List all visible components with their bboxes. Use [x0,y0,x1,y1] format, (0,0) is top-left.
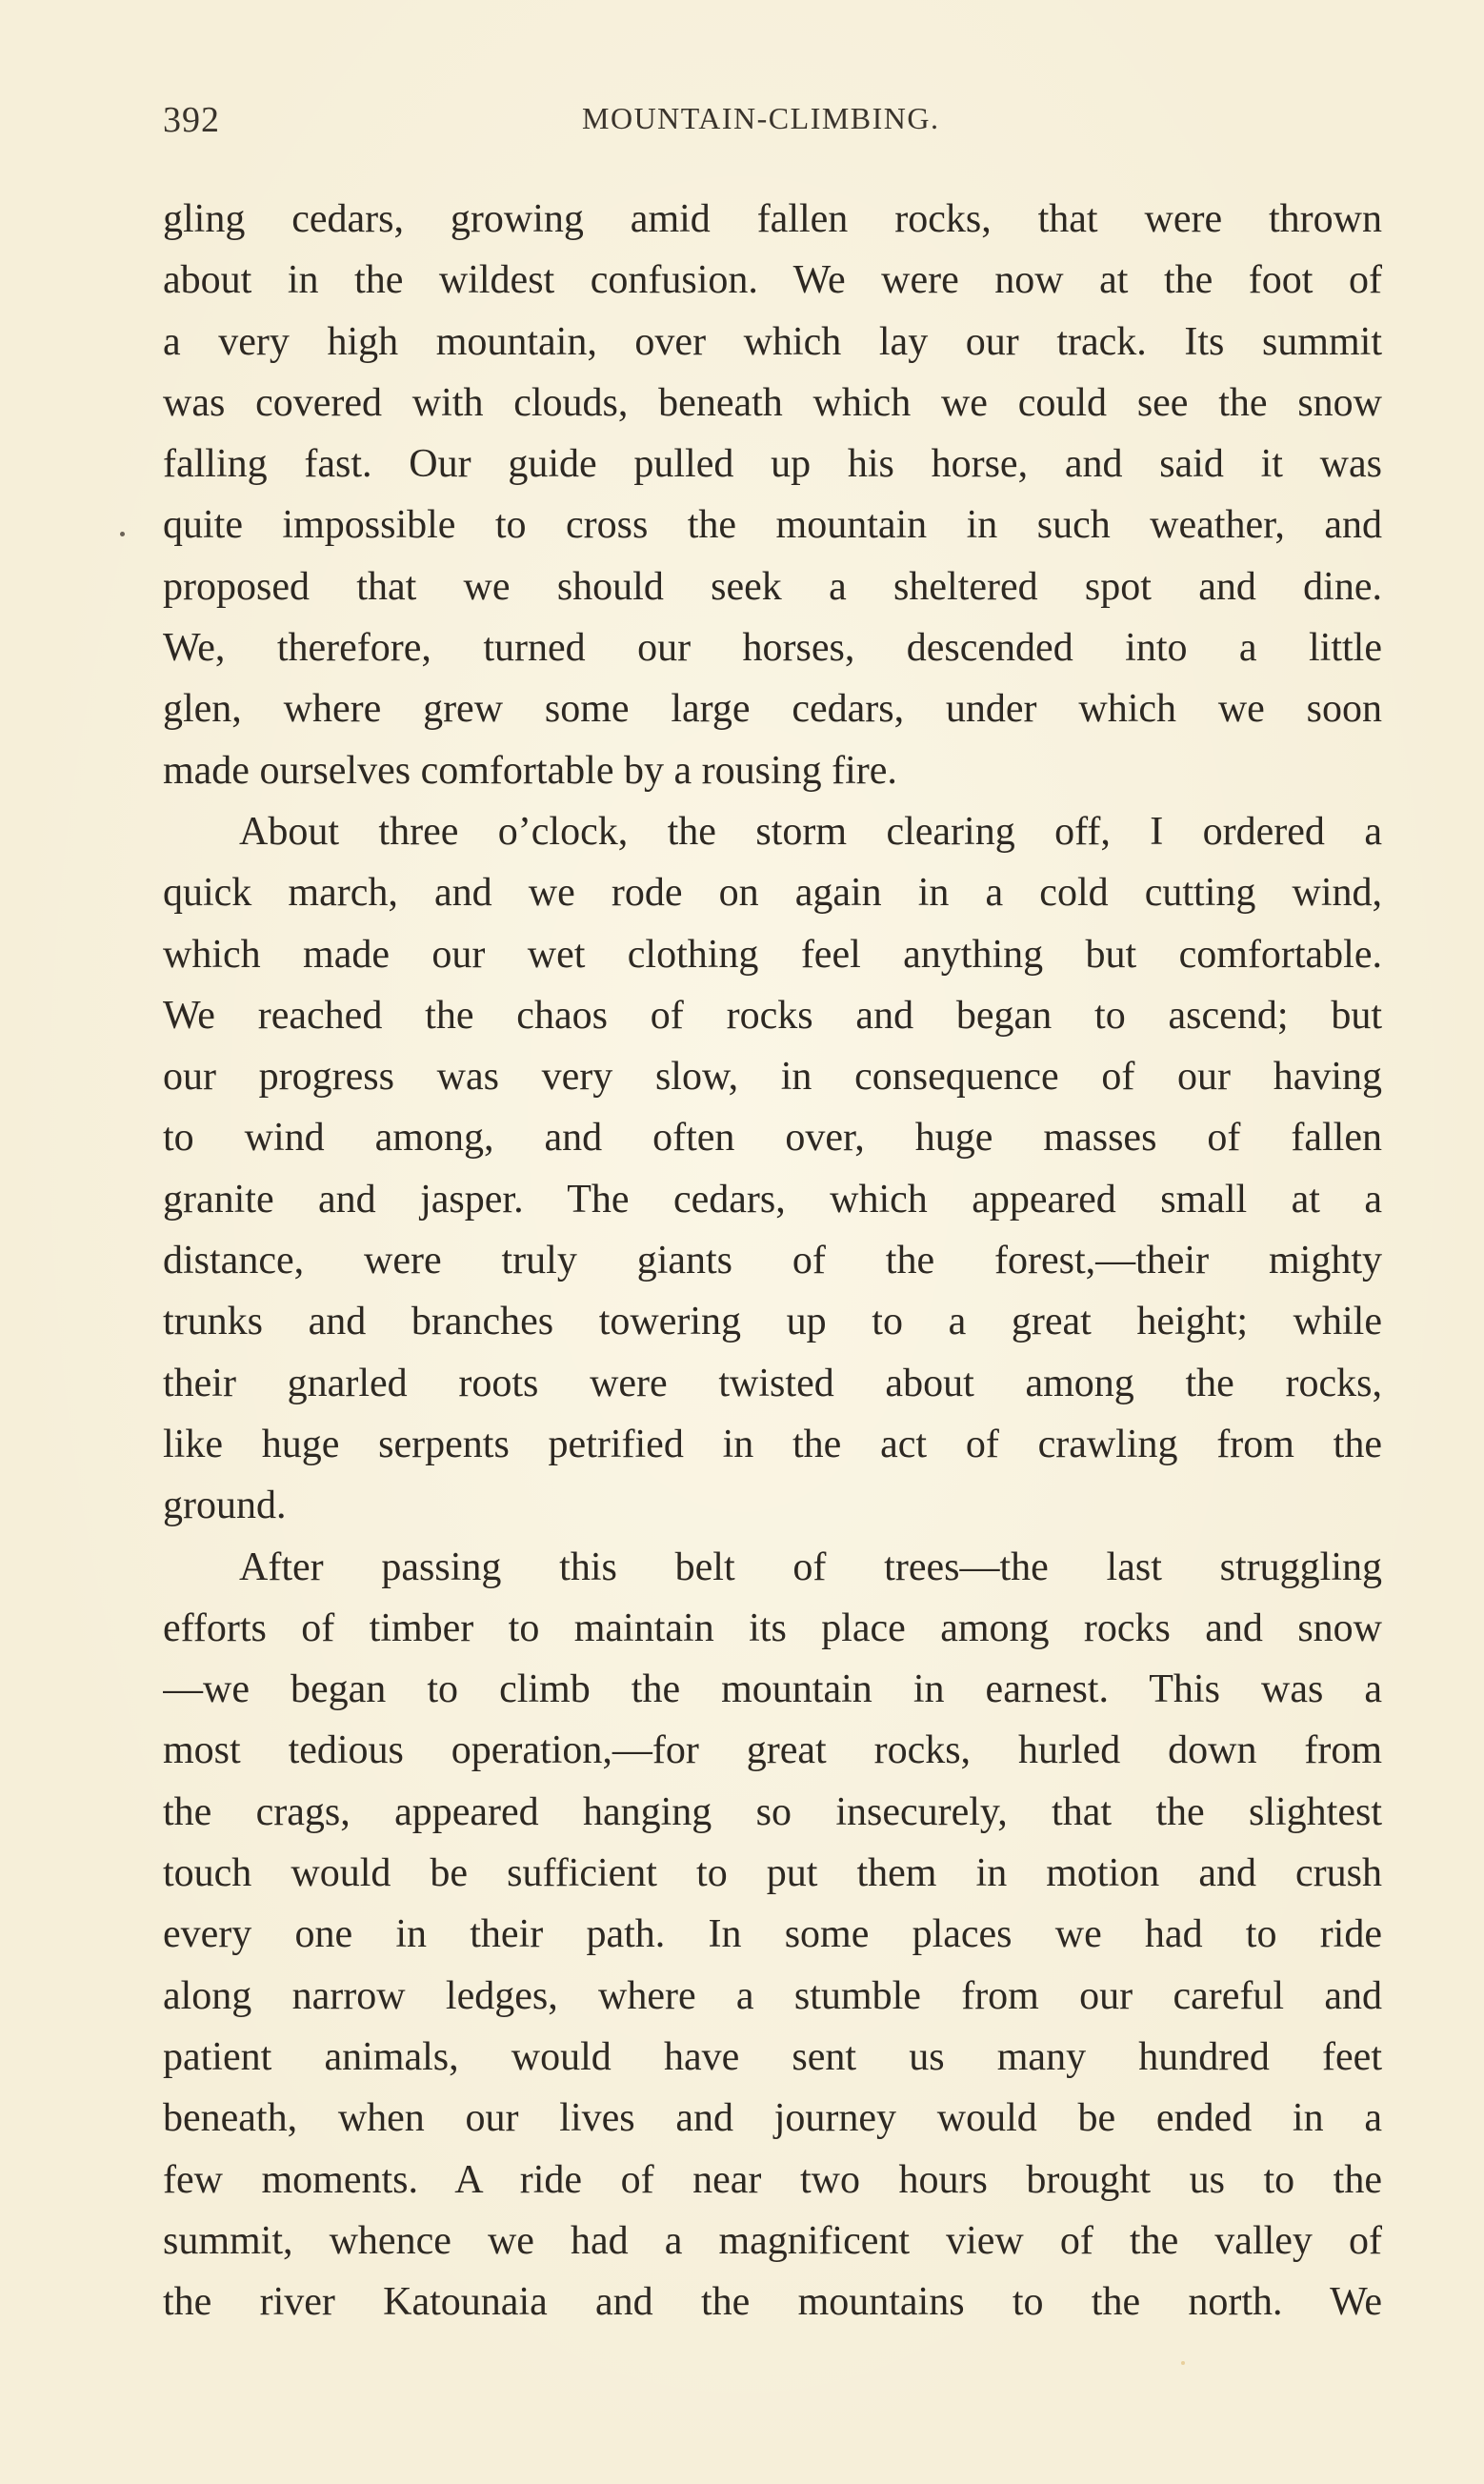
text-line: along narrow ledges, where a stumble from our careful and [163,1973,1382,2018]
text-line: to wind among, and often over, huge masses of fallen [163,1116,1382,1161]
text-line: every one in their path. In some places we had to ride [163,1912,1382,1957]
text-line: the river Katounaia and the mountains to the north. We [163,2280,1382,2325]
text-line: patient animals, would have sent us many hundred feet [163,2034,1382,2079]
text-line: few moments. A ride of near two hours brought us to the [163,2157,1382,2202]
text-line: efforts of timber to maintain its place among rocks and snow [163,1606,1382,1650]
text-line: was covered with clouds, beneath which we could see the snow [163,380,1382,425]
text-line: glen, where grew some large cedars, under which we soon [163,687,1382,732]
text-line: gling cedars, growing amid fallen rocks, that were thrown [163,197,1382,241]
page-number: 392 [163,100,220,140]
text-line: which made our wet clothing feel anything but comfortable. [163,932,1382,977]
text-line: their gnarled roots were twisted about among the rocks, [163,1361,1382,1405]
text-line: touch would be sufficient to put them in motion and crush [163,1851,1382,1896]
text-line: trunks and branches towering up to a great height; while [163,1300,1382,1344]
paper-speck [1181,2361,1185,2365]
text-line: About three o’clock, the storm clearing off, I ordered a [239,809,1382,854]
text-line: quite impossible to cross the mountain in such weather, and [163,503,1382,548]
text-line: distance, were truly giants of the forest,—their mighty [163,1239,1382,1283]
text-line: After passing this belt of trees—the last struggling [239,1545,1382,1589]
text-line: summit, whence we had a magnificent view of the valley of [163,2218,1382,2263]
text-line: like huge serpents petrified in the act of crawling from the [163,1422,1382,1466]
text-line: a very high mountain, over which lay our track. Its summit [163,319,1382,364]
body-text [163,189,1382,2333]
text-line: granite and jasper. The cedars, which appeared small at a [163,1177,1382,1222]
text-line: We reached the chaos of rocks and began to ascend; but [163,993,1382,1038]
text-line: proposed that we should seek a sheltered spot and dine. [163,564,1382,609]
margin-mark [120,532,125,536]
text-line: —we began to climb the mountain in earnest. This was a [163,1667,1382,1712]
text-line: quick march, and we rode on again in a cold cutting wind, [163,871,1382,916]
text-line: about in the wildest confusion. We were now at the foot of [163,258,1382,303]
running-head: MOUNTAIN-CLIMBING. [582,101,940,135]
text-line: beneath, when our lives and journey would be ended in a [163,2096,1382,2141]
text-line: falling fast. Our guide pulled up his horse, and said it was [163,442,1382,487]
text-line: We, therefore, turned our horses, descended into a little [163,626,1382,671]
text-line: most tedious operation,—for great rocks, hurled down from [163,1728,1382,1773]
page-header [163,99,1382,147]
text-line: the crags, appeared hanging so insecurely, that the slightest [163,1789,1382,1834]
text-line: our progress was very slow, in consequence of our having [163,1055,1382,1100]
text-line: ground. [163,1484,287,1528]
text-line: made ourselves comfortable by a rousing fire. [163,748,897,793]
